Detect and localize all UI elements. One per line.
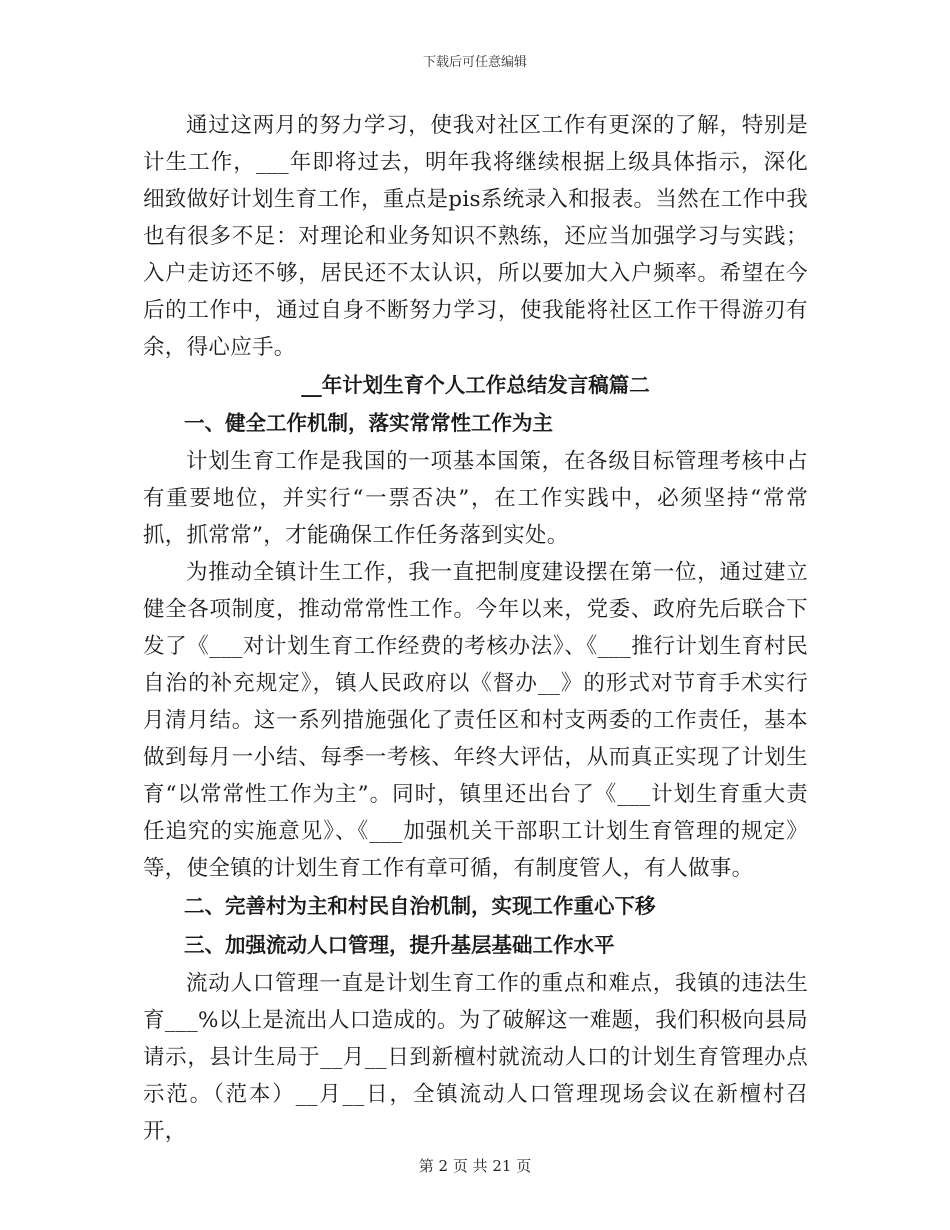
paragraph-4: 流动人口管理一直是计划生育工作的重点和难点，我镇的违法生育___%以上是流出人口造成的。为了破解这一难题，我们积极向县局请示，县计生局于__月__日到新檀村就流动人口的计划生育管理办点示范。（范本）__月__日，全镇流动人口管理现场会议在新檀村召开， (143, 971, 808, 1144)
paragraph-1: 通过这两月的努力学习，使我对社区工作有更深的了解，特别是计生工作，___年即将过去，明年我将继续根据上级具体指示，深化细致做好计划生育工作，重点是pis系统录入和报表。当然在工作中我也有很多不足：对理论和业务知识不熟练，还应当加强学习与实践；入户走访还不够，居民还不太认识，所以要加大入户频率。希望在今后的工作中，通过自身不断努力学习，使我能将社区工作干得游刃有余，得心应手。 (143, 113, 808, 360)
paragraph-3: 为推动全镇计生工作，我一直把制度建设摆在第一位，通过建立健全各项制度，推动常常性工作。今年以来，党委、政府先后联合下发了《___对计划生育工作经费的考核办法》、《___推行计划生育村民自治的补充规定》，镇人民政府以《督办__》的形式对节育手术实行月清月结。这一系列措施强化了责任区和村支两委的工作责任，基本做到每月一小结、每季一考核、年终大评估，从而真正实现了计划生育“以常常性工作为主”。同时，镇里还出台了《___计划生育重大责任追究的实施意见》、《___加强机关干部职工计划生育管理的规定》等，使全镇的计划生育工作有章可循，有制度管人，有人做事。 (143, 560, 808, 881)
heading-3: 三、加强流动人口管理，提升基层基础工作水平 (184, 933, 615, 957)
document-body (143, 107, 808, 1150)
heading-1: 一、健全工作机制，落实常常性工作为主 (184, 411, 553, 435)
heading-2: 二、完善村为主和村民自治机制，实现工作重心下移 (184, 894, 656, 918)
paragraph-2: 计划生育工作是我国的一项基本国策，在各级目标管理考核中占有重要地位，并实行“一票否决”，在工作实践中，必须坚持“常常抓，抓常常”，才能确保工作任务落到实处。 (143, 449, 808, 548)
page-footer: 第 2 页 共 21 页 (418, 1157, 532, 1175)
page-header: 下载后可任意编辑 (422, 55, 527, 70)
section-title: __年计划生育个人工作总结发言稿篇二 (301, 373, 650, 397)
